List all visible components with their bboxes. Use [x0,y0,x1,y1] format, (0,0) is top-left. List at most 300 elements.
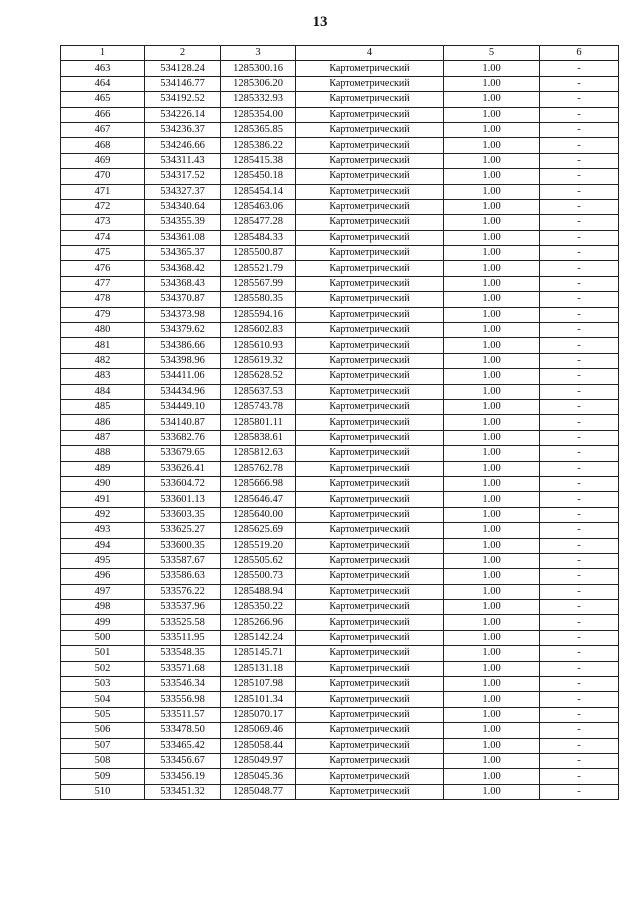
cell-point-number: 481 [61,338,145,353]
cell-method: Картометрический [296,538,444,553]
cell-accuracy: 1.00 [444,430,540,445]
table-row [61,461,619,476]
cell-note: - [540,307,619,322]
cell-y-coordinate: 1285142.24 [221,630,296,645]
cell-point-number: 473 [61,215,145,230]
cell-y-coordinate: 1285801.11 [221,415,296,430]
cell-y-coordinate: 1285332.93 [221,92,296,107]
cell-method: Картометрический [296,323,444,338]
cell-note: - [540,338,619,353]
table-row [61,153,619,168]
cell-note: - [540,292,619,307]
cell-point-number: 493 [61,523,145,538]
cell-y-coordinate: 1285070.17 [221,707,296,722]
cell-method: Картометрический [296,246,444,261]
cell-accuracy: 1.00 [444,353,540,368]
cell-x-coordinate: 534365.37 [145,246,221,261]
cell-method: Картометрический [296,184,444,199]
cell-note: - [540,107,619,122]
cell-y-coordinate: 1285488.94 [221,584,296,599]
table-row [61,230,619,245]
cell-note: - [540,61,619,76]
cell-point-number: 474 [61,230,145,245]
table-row [61,476,619,491]
cell-point-number: 504 [61,692,145,707]
cell-accuracy: 1.00 [444,538,540,553]
table-row [61,307,619,322]
table-row [61,92,619,107]
table-row [61,738,619,753]
cell-method: Картометрический [296,138,444,153]
cell-note: - [540,199,619,214]
table-row [61,384,619,399]
cell-y-coordinate: 1285625.69 [221,523,296,538]
cell-point-number: 494 [61,538,145,553]
cell-y-coordinate: 1285521.79 [221,261,296,276]
cell-note: - [540,692,619,707]
cell-x-coordinate: 533625.27 [145,523,221,538]
table-row [61,723,619,738]
cell-x-coordinate: 533511.95 [145,630,221,645]
table-row [61,353,619,368]
cell-note: - [540,569,619,584]
cell-x-coordinate: 533682.76 [145,430,221,445]
table-row [61,369,619,384]
column-header: 6 [540,46,619,61]
table-row [61,553,619,568]
table-row [61,261,619,276]
cell-point-number: 505 [61,707,145,722]
cell-method: Картометрический [296,384,444,399]
table-row [61,569,619,584]
cell-method: Картометрический [296,276,444,291]
cell-accuracy: 1.00 [444,584,540,599]
cell-point-number: 495 [61,553,145,568]
cell-y-coordinate: 1285484.33 [221,230,296,245]
cell-method: Картометрический [296,461,444,476]
table-row [61,523,619,538]
table-row [61,415,619,430]
cell-y-coordinate: 1285602.83 [221,323,296,338]
cell-y-coordinate: 1285415.38 [221,153,296,168]
cell-method: Картометрический [296,784,444,799]
cell-accuracy: 1.00 [444,276,540,291]
cell-accuracy: 1.00 [444,769,540,784]
cell-x-coordinate: 534340.64 [145,199,221,214]
cell-method: Картометрический [296,692,444,707]
cell-accuracy: 1.00 [444,169,540,184]
cell-method: Картометрический [296,553,444,568]
cell-accuracy: 1.00 [444,461,540,476]
table-row [61,769,619,784]
cell-point-number: 480 [61,323,145,338]
cell-y-coordinate: 1285101.34 [221,692,296,707]
table-row [61,138,619,153]
cell-accuracy: 1.00 [444,707,540,722]
cell-x-coordinate: 534327.37 [145,184,221,199]
cell-note: - [540,523,619,538]
cell-y-coordinate: 1285580.35 [221,292,296,307]
cell-note: - [540,677,619,692]
cell-accuracy: 1.00 [444,153,540,168]
cell-point-number: 465 [61,92,145,107]
cell-y-coordinate: 1285463.06 [221,199,296,214]
cell-note: - [540,738,619,753]
cell-point-number: 483 [61,369,145,384]
cell-x-coordinate: 534368.43 [145,276,221,291]
cell-x-coordinate: 534128.24 [145,61,221,76]
cell-y-coordinate: 1285838.61 [221,430,296,445]
cell-x-coordinate: 534368.42 [145,261,221,276]
cell-point-number: 463 [61,61,145,76]
cell-x-coordinate: 533604.72 [145,476,221,491]
cell-point-number: 497 [61,584,145,599]
cell-x-coordinate: 533603.35 [145,507,221,522]
cell-y-coordinate: 1285619.32 [221,353,296,368]
cell-accuracy: 1.00 [444,738,540,753]
table-row [61,122,619,137]
cell-accuracy: 1.00 [444,384,540,399]
cell-note: - [540,753,619,768]
cell-accuracy: 1.00 [444,784,540,799]
cell-note: - [540,461,619,476]
cell-point-number: 468 [61,138,145,153]
cell-x-coordinate: 533511.57 [145,707,221,722]
cell-accuracy: 1.00 [444,261,540,276]
cell-method: Картометрический [296,630,444,645]
cell-x-coordinate: 534236.37 [145,122,221,137]
table-row [61,338,619,353]
cell-x-coordinate: 533571.68 [145,661,221,676]
cell-x-coordinate: 534226.14 [145,107,221,122]
cell-x-coordinate: 533587.67 [145,553,221,568]
table-row [61,538,619,553]
table-row [61,399,619,414]
cell-accuracy: 1.00 [444,369,540,384]
cell-method: Картометрический [296,569,444,584]
cell-method: Картометрический [296,261,444,276]
cell-y-coordinate: 1285812.63 [221,446,296,461]
cell-note: - [540,615,619,630]
table-row [61,646,619,661]
cell-point-number: 467 [61,122,145,137]
cell-accuracy: 1.00 [444,692,540,707]
table-row [61,276,619,291]
cell-y-coordinate: 1285743.78 [221,399,296,414]
cell-method: Картометрический [296,399,444,414]
cell-note: - [540,507,619,522]
cell-method: Картометрический [296,661,444,676]
cell-note: - [540,630,619,645]
cell-accuracy: 1.00 [444,446,540,461]
cell-x-coordinate: 533465.42 [145,738,221,753]
cell-point-number: 486 [61,415,145,430]
cell-note: - [540,184,619,199]
table-row [61,323,619,338]
cell-method: Картометрический [296,307,444,322]
cell-x-coordinate: 533451.32 [145,784,221,799]
cell-point-number: 499 [61,615,145,630]
cell-note: - [540,584,619,599]
cell-y-coordinate: 1285107.98 [221,677,296,692]
cell-y-coordinate: 1285646.47 [221,492,296,507]
cell-point-number: 464 [61,76,145,91]
table-row [61,692,619,707]
table-row [61,446,619,461]
cell-y-coordinate: 1285266.96 [221,615,296,630]
cell-note: - [540,230,619,245]
cell-y-coordinate: 1285505.62 [221,553,296,568]
cell-x-coordinate: 534449.10 [145,399,221,414]
column-header: 4 [296,46,444,61]
cell-method: Картометрический [296,584,444,599]
table-row [61,76,619,91]
cell-y-coordinate: 1285762.78 [221,461,296,476]
cell-method: Картометрический [296,415,444,430]
table-body [61,61,619,800]
cell-x-coordinate: 534192.52 [145,92,221,107]
cell-point-number: 501 [61,646,145,661]
cell-y-coordinate: 1285131.18 [221,661,296,676]
cell-accuracy: 1.00 [444,753,540,768]
cell-point-number: 492 [61,507,145,522]
cell-method: Картометрический [296,230,444,245]
cell-y-coordinate: 1285500.73 [221,569,296,584]
cell-accuracy: 1.00 [444,338,540,353]
table-row [61,430,619,445]
cell-y-coordinate: 1285386.22 [221,138,296,153]
cell-y-coordinate: 1285640.00 [221,507,296,522]
cell-y-coordinate: 1285628.52 [221,369,296,384]
cell-accuracy: 1.00 [444,246,540,261]
cell-note: - [540,353,619,368]
cell-y-coordinate: 1285454.14 [221,184,296,199]
cell-x-coordinate: 534386.66 [145,338,221,353]
cell-y-coordinate: 1285666.98 [221,476,296,491]
cell-method: Картометрический [296,507,444,522]
cell-point-number: 510 [61,784,145,799]
cell-method: Картометрический [296,76,444,91]
cell-accuracy: 1.00 [444,415,540,430]
cell-point-number: 489 [61,461,145,476]
cell-x-coordinate: 533525.58 [145,615,221,630]
cell-note: - [540,369,619,384]
cell-note: - [540,430,619,445]
cell-method: Картометрический [296,523,444,538]
cell-point-number: 470 [61,169,145,184]
cell-x-coordinate: 534379.62 [145,323,221,338]
table-row [61,61,619,76]
table-row [61,584,619,599]
cell-method: Картометрический [296,122,444,137]
table-row [61,630,619,645]
cell-x-coordinate: 533456.67 [145,753,221,768]
cell-method: Картометрический [296,153,444,168]
table-row [61,784,619,799]
cell-note: - [540,399,619,414]
cell-x-coordinate: 533576.22 [145,584,221,599]
cell-method: Картометрический [296,107,444,122]
cell-point-number: 476 [61,261,145,276]
cell-accuracy: 1.00 [444,76,540,91]
cell-y-coordinate: 1285500.87 [221,246,296,261]
cell-x-coordinate: 533456.19 [145,769,221,784]
cell-method: Картометрический [296,369,444,384]
cell-point-number: 484 [61,384,145,399]
cell-accuracy: 1.00 [444,184,540,199]
cell-accuracy: 1.00 [444,507,540,522]
cell-x-coordinate: 534370.87 [145,292,221,307]
cell-method: Картометрический [296,615,444,630]
cell-x-coordinate: 534398.96 [145,353,221,368]
cell-method: Картометрический [296,600,444,615]
cell-note: - [540,415,619,430]
cell-method: Картометрический [296,446,444,461]
cell-y-coordinate: 1285058.44 [221,738,296,753]
cell-x-coordinate: 534311.43 [145,153,221,168]
cell-point-number: 507 [61,738,145,753]
cell-point-number: 475 [61,246,145,261]
cell-y-coordinate: 1285049.97 [221,753,296,768]
cell-accuracy: 1.00 [444,630,540,645]
table-row [61,661,619,676]
cell-method: Картометрический [296,92,444,107]
page-number: 13 [312,14,328,30]
cell-method: Картометрический [296,753,444,768]
cell-x-coordinate: 533586.63 [145,569,221,584]
cell-x-coordinate: 534146.77 [145,76,221,91]
cell-note: - [540,169,619,184]
cell-point-number: 485 [61,399,145,414]
cell-point-number: 469 [61,153,145,168]
table-row [61,292,619,307]
column-header: 1 [61,46,145,61]
cell-point-number: 506 [61,723,145,738]
cell-accuracy: 1.00 [444,292,540,307]
cell-point-number: 491 [61,492,145,507]
table-row [61,215,619,230]
cell-note: - [540,646,619,661]
cell-accuracy: 1.00 [444,523,540,538]
cell-point-number: 479 [61,307,145,322]
cell-x-coordinate: 533548.35 [145,646,221,661]
cell-note: - [540,261,619,276]
cell-note: - [540,707,619,722]
cell-point-number: 503 [61,677,145,692]
cell-accuracy: 1.00 [444,323,540,338]
cell-point-number: 466 [61,107,145,122]
cell-method: Картометрический [296,292,444,307]
cell-y-coordinate: 1285145.71 [221,646,296,661]
cell-point-number: 471 [61,184,145,199]
cell-y-coordinate: 1285048.77 [221,784,296,799]
column-header: 3 [221,46,296,61]
table-row [61,707,619,722]
cell-method: Картометрический [296,476,444,491]
cell-accuracy: 1.00 [444,646,540,661]
cell-y-coordinate: 1285365.85 [221,122,296,137]
cell-method: Картометрический [296,338,444,353]
cell-x-coordinate: 533556.98 [145,692,221,707]
cell-note: - [540,323,619,338]
cell-note: - [540,153,619,168]
cell-accuracy: 1.00 [444,399,540,414]
cell-y-coordinate: 1285637.53 [221,384,296,399]
cell-y-coordinate: 1285594.16 [221,307,296,322]
cell-x-coordinate: 533546.34 [145,677,221,692]
cell-note: - [540,246,619,261]
cell-method: Картометрический [296,199,444,214]
column-header: 5 [444,46,540,61]
cell-note: - [540,138,619,153]
cell-note: - [540,122,619,137]
cell-accuracy: 1.00 [444,199,540,214]
table-row [61,677,619,692]
cell-accuracy: 1.00 [444,569,540,584]
cell-accuracy: 1.00 [444,230,540,245]
cell-note: - [540,492,619,507]
cell-method: Картометрический [296,169,444,184]
cell-y-coordinate: 1285450.18 [221,169,296,184]
cell-accuracy: 1.00 [444,107,540,122]
cell-point-number: 500 [61,630,145,645]
cell-y-coordinate: 1285610.93 [221,338,296,353]
table-row [61,615,619,630]
cell-point-number: 502 [61,661,145,676]
cell-x-coordinate: 534373.98 [145,307,221,322]
cell-note: - [540,600,619,615]
cell-accuracy: 1.00 [444,615,540,630]
cell-point-number: 488 [61,446,145,461]
cell-note: - [540,784,619,799]
cell-x-coordinate: 534317.52 [145,169,221,184]
table-row [61,169,619,184]
cell-note: - [540,769,619,784]
cell-y-coordinate: 1285069.46 [221,723,296,738]
cell-accuracy: 1.00 [444,215,540,230]
cell-point-number: 508 [61,753,145,768]
cell-point-number: 478 [61,292,145,307]
column-header: 2 [145,46,221,61]
cell-note: - [540,384,619,399]
cell-y-coordinate: 1285306.20 [221,76,296,91]
cell-y-coordinate: 1285300.16 [221,61,296,76]
table-row [61,753,619,768]
cell-accuracy: 1.00 [444,92,540,107]
cell-point-number: 472 [61,199,145,214]
cell-method: Картометрический [296,353,444,368]
cell-x-coordinate: 534246.66 [145,138,221,153]
cell-note: - [540,723,619,738]
cell-method: Картометрический [296,215,444,230]
cell-x-coordinate: 533537.96 [145,600,221,615]
cell-accuracy: 1.00 [444,61,540,76]
cell-y-coordinate: 1285350.22 [221,600,296,615]
table-row [61,246,619,261]
cell-note: - [540,276,619,291]
cell-accuracy: 1.00 [444,677,540,692]
cell-point-number: 509 [61,769,145,784]
cell-x-coordinate: 533478.50 [145,723,221,738]
cell-point-number: 482 [61,353,145,368]
table-row [61,199,619,214]
table-row [61,507,619,522]
cell-accuracy: 1.00 [444,553,540,568]
table-row [61,492,619,507]
cell-x-coordinate: 533600.35 [145,538,221,553]
cell-y-coordinate: 1285354.00 [221,107,296,122]
cell-accuracy: 1.00 [444,122,540,137]
